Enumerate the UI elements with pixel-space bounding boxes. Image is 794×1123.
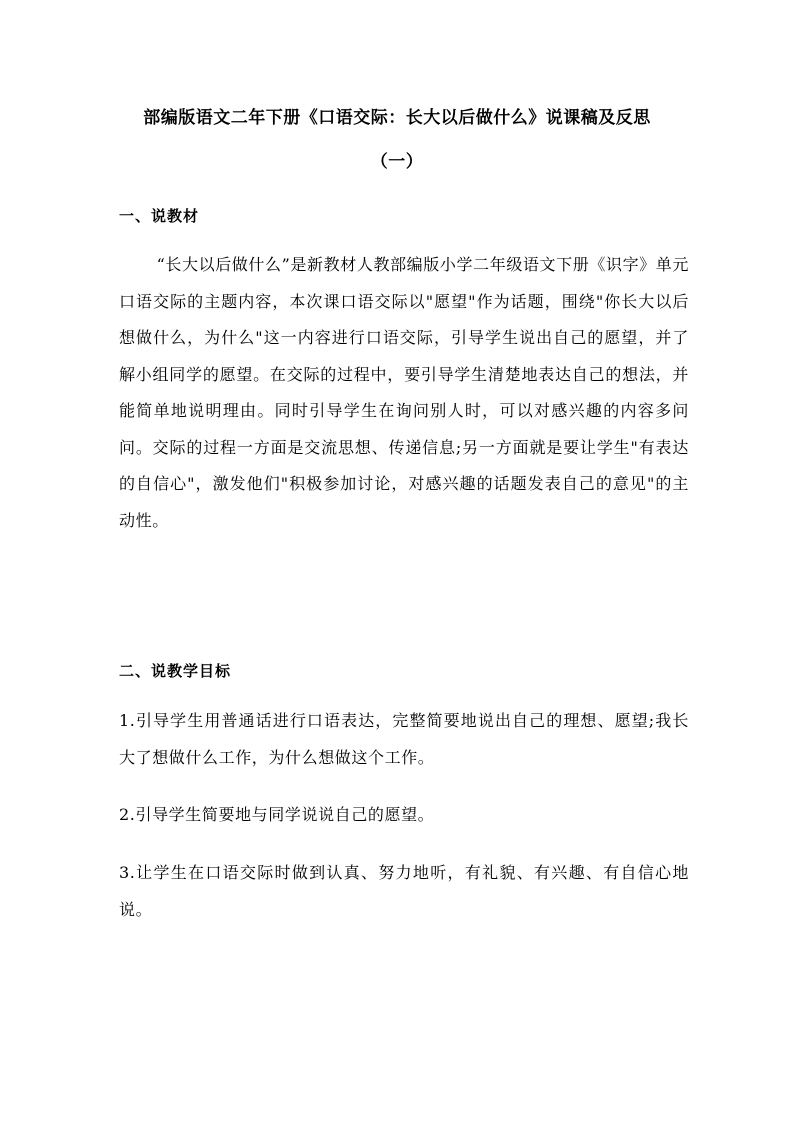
objective-item-2: 2.引导学生简要地与同学说说自己的愿望。: [119, 805, 435, 824]
document-subtitle: （一）: [370, 152, 424, 172]
objective-item-3: 3.让学生在口语交际时做到认真、努力地听，有礼貌、有兴趣、有自信心地说。: [119, 863, 689, 919]
section-heading-objectives: 二、说教学目标: [119, 662, 232, 680]
objective-item-1: 1.引导学生用普通话进行口语表达，完整简要地说出自己的理想、愿望;我长大了想做什么工作，为什么想做这个工作。: [119, 711, 689, 767]
section-heading-textbook: 一、说教材: [119, 207, 200, 225]
document-title: 部编版语文二年下册《口语交际：长大以后做什么》说课稿及反思: [143, 108, 651, 128]
paragraph-textbook: “长大以后做什么”是新教材人教部编版小学二年级语文下册《识字》单元口语交际的主题内容，本次课口语交际以"愿望"作为话题，围绕"你长大以后想做什么，为什么"这一内容进行口语交际，引导学生说出自己的愿望，并了解小组同学的愿望。在交际的过程中，要引导学生清楚地表达自己的想法，并能简单地说明理由。同时引导学生在询问别人时，可以对感兴趣的内容多问问。交际的过程一方面是交流思想、传递信息;另一方面就是要让学生"有表达的自信心"，激发他们"积极参加讨论，对感兴趣的话题发表自己的意见"的主动性。: [119, 255, 689, 530]
